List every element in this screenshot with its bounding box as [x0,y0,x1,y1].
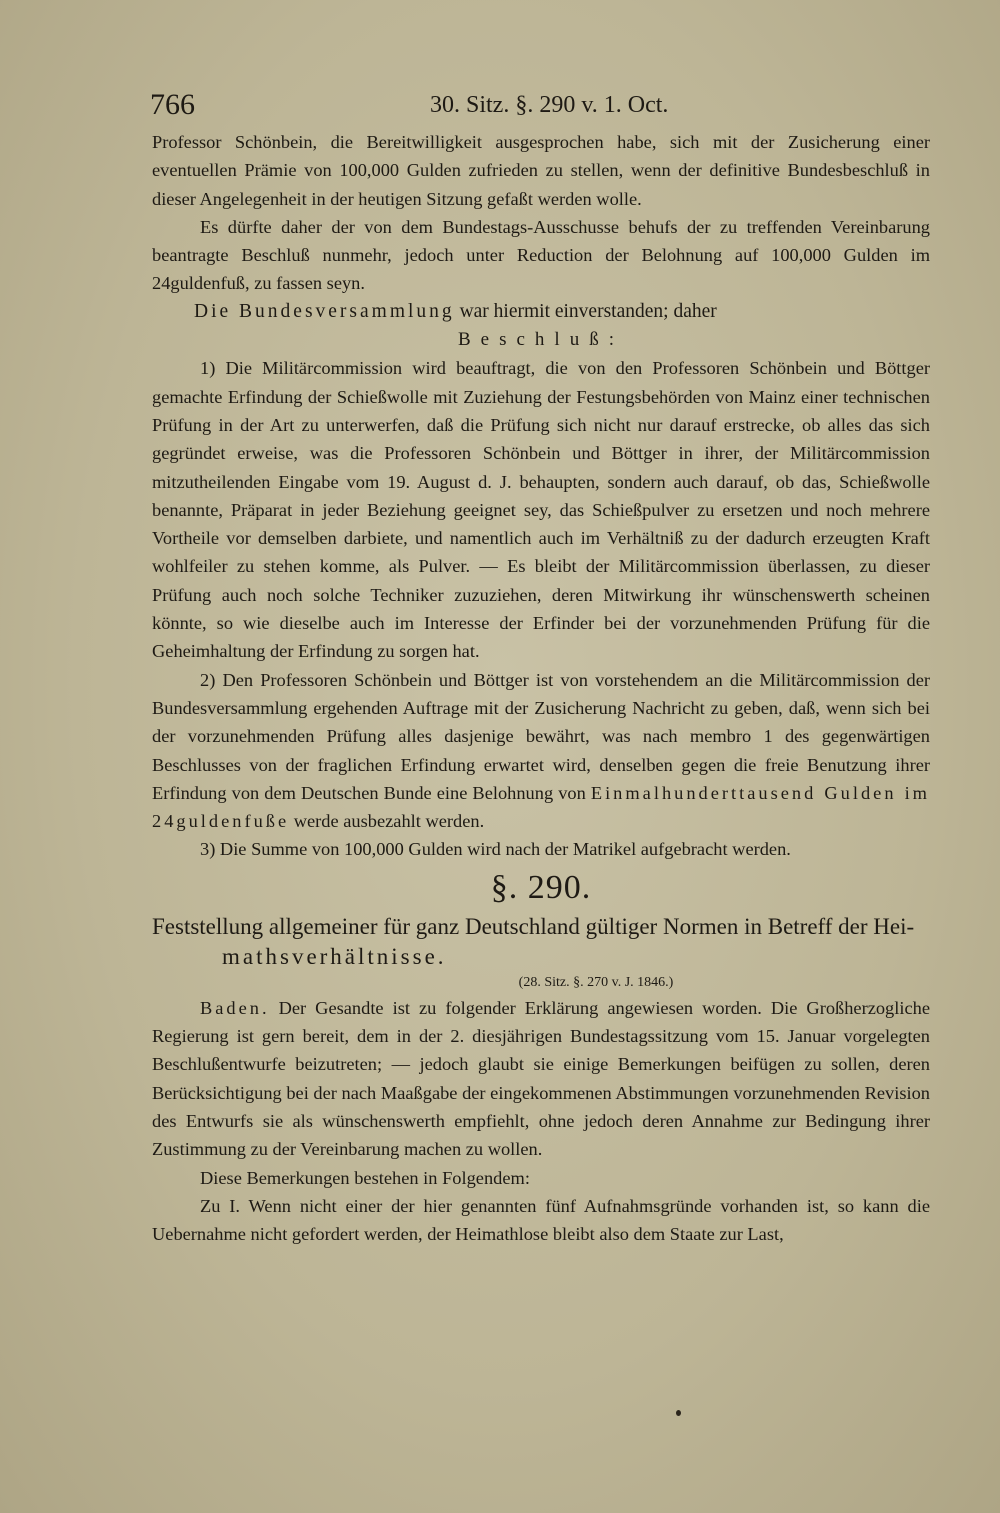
item-2-text-b: werde ausbezahlt werden. [289,811,485,832]
resolution-item-3: 3) Die Summe von 100,000 Gulden wird nach der Matrikel aufgebracht werden. [200,839,791,860]
ink-speck [676,1410,681,1416]
running-head: 30. Sitz. §. 290 v. 1. Oct. [430,92,669,118]
baden-declaration [152,994,930,1164]
section-title-line-1: Feststellung allgemeiner für ganz Deutschland gültiger Normen in Betreff der Hei- [152,913,915,939]
item-2-text-a: 2) Den Professoren Schönbein und Böttger ist von vorstehendem an die Militärcommission der Bundesversammlung ergehenden Auftrage mit der Zusicherung Nachricht zu geben, daß, wenn sich bei der vorzunehmenden Prüfung alles dasjenige bewährt, was nach membro 1 des gegenwärtigen Beschlusses von der fraglichen Erfindung erwartet wird, denselben gegen die freie Benutzung ihrer Erfindung von dem Deutschen Bunde eine Belohnung von [152,669,930,803]
paragraph-continuation: Professor Schönbein, die Bereitwilligkeit ausgesprochen habe, sich mit der Zusicherung einer eventuellen Prämie von 100,000 Gulden zufrieden zu stellen, wenn der definitive Bundesbeschluß in dieser Angelegenheit in der heutigen Sitzung gefaßt werden wolle. [152,132,930,209]
page-body [152,128,930,1248]
resolution-item-1: 1) Die Militärcommission wird beauftragt, die von den Professoren Schönbein und Böttger gemachte Erfindung der Schießwolle mit Zuziehung der Festungsbehörden von Mainz einer technischen Prüfung in der Art zu unterwerfen, daß die Prüfung sich nicht nur darauf erstrecke, ob alles das sich gegründet erweise, was die Professoren Schönbein und Böttger in ihrer, der Militärcommission mitzutheilenden Eingabe vom 19. August d. J. behaupten, sondern auch darauf, ob das, Schießwolle benannte, Präparat in jeder Beziehung geeignet sey, das Schießpulver zu ersetzen und noch mehrere Vortheile vor demselben darbiete, und namentlich auch im Verhältniß zu der dadurch erzeugten Kraft wohlfeiler zu stehen komme, als Pulver. — Es bleibt der Militärcommission überlassen, zu dieser Prüfung auch noch solche Techniker zuzuziehen, deren Mitwirkung ihr wünschenswerth scheinen könnte, so wie dieselbe auch im Interesse der Erfinder bei der vorzunehmenden Prüfung für die Geheimhaltung der Erfindung zu sorgen hat. [152,358,930,662]
assembly-text: war hiermit einverstanden; daher [454,300,717,322]
page-number: 766 [150,88,195,121]
item-2-amount: Einmalhunderttausend Gulden im 24guldenfuße [152,782,930,832]
page-header [150,88,930,122]
session-reference: (28. Sitz. §. 270 v. J. 1846.) [518,974,674,990]
baden-label: Baden. [200,997,270,1018]
assembly-line [152,298,930,326]
section-number: §. 290. [490,868,592,906]
section-title-line-2: mathsverhältnisse. [222,943,447,969]
resolution-heading: Beschluß: [458,329,624,351]
resolution-item-2 [152,666,930,836]
remark-zu-1: Zu I. Wenn nicht einer der hier genannten fünf Aufnahmsgründe vorhanden ist, so kann die Uebernahme nicht gefordert werden, der Heimathlose bleibt also dem Staate zur Last, [152,1195,930,1245]
baden-text: Der Gesandte ist zu folgender Erklärung angewiesen worden. Die Großherzogliche Regierung ist gern bereit, dem in der 2. diesjährigen Bundestagssitzung vom 15. Januar vorgelegten Beschlußentwurfe beizutreten; — jedoch glaubt sie einige Bemerkungen beifügen zu sollen, deren Berücksichtigung bei der nach Maaßgabe der eingekommenen Abstimmungen vorzunehmenden Revision des Entwurfs sie als wünschenswerth empfiehlt, ohne jedoch deren Annahme zur Bedingung ihrer Zustimmung zu der Vereinbarung machen zu wollen. [152,997,930,1160]
paragraph-proposal: Es dürfte daher der von dem Bundestags-Ausschusse behufs der zu treffenden Vereinbarung beantragte Beschluß nunmehr, jedoch unter Reduction der Belohnung auf 100,000 Gulden im 24guldenfuß, zu fassen seyn. [152,216,930,294]
assembly-label: Die Bundesversammlung [194,300,455,322]
remarks-intro: Diese Bemerkungen bestehen in Folgendem: [200,1167,530,1188]
section-title [152,912,930,972]
